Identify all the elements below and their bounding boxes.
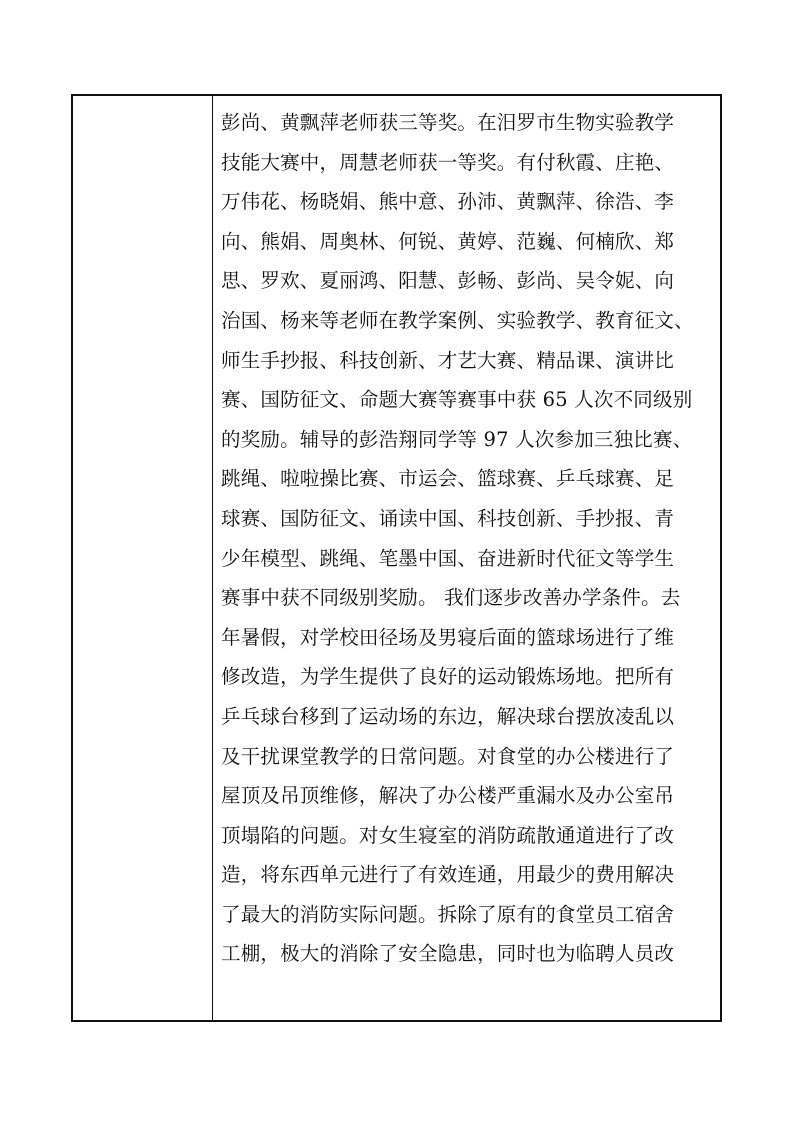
text-line: 赛、国防征文、命题大赛等赛事中获 65 人次不同级别 [221,388,693,412]
text-line: 乒乓球台移到了运动场的东边，解决球台摆放凌乱以 [221,704,675,728]
text-line: 治国、杨来等老师在教学案例、实验教学、教育征文、 [221,308,694,332]
table-left-column [73,96,213,1020]
text-line: 赛事中获不同级别奖励。 我们逐步改善办学条件。去 [221,586,681,610]
text-line: 工棚，极大的消除了安全隐患，同时也为临聘人员改 [221,942,675,966]
text-line: 年暑假，对学校田径场及男寝后面的篮球场进行了维 [221,625,675,649]
document-table [71,94,722,1022]
text-line: 顶塌陷的问题。对女生寝室的消防疏散通道进行了改 [221,823,675,847]
text-line: 的奖励。辅导的彭浩翔同学等 97 人次参加三独比赛、 [221,427,693,451]
text-line: 造，将东西单元进行了有效连通，用最少的费用解决 [221,863,675,887]
text-line: 球赛、国防征文、诵读中国、科技创新、手抄报、青 [221,506,675,530]
text-line: 修改造，为学生提供了良好的运动锻炼场地。把所有 [221,665,675,689]
text-line: 万伟花、杨晓娟、熊中意、孙沛、黄飘萍、徐浩、李 [221,190,675,214]
text-line: 彭尚、黄飘萍老师获三等奖。在汨罗市生物实验教学 [221,111,675,134]
text-line: 思、罗欢、夏丽鸿、阳慧、彭畅、彭尚、吴令妮、向 [221,269,675,293]
text-line: 技能大赛中，周慧老师获一等奖。有付秋霞、庄艳、 [221,150,675,174]
table-content-cell [213,96,720,1020]
text-line: 及干扰课堂教学的日常问题。对食堂的办公楼进行了 [221,744,675,768]
text-line: 师生手抄报、科技创新、才艺大赛、精品课、演讲比 [221,348,675,372]
text-line: 屋顶及吊顶维修，解决了办公楼严重漏水及办公室吊 [221,784,675,808]
text-line: 少年模型、跳绳、笔墨中国、奋进新时代征文等学生 [221,546,675,570]
text-line: 向、熊娟、周奥林、何锐、黄婷、范巍、何楠欣、郑 [221,229,675,253]
text-line: 跳绳、啦啦操比赛、市运会、篮球赛、乒乓球赛、足 [221,467,675,491]
text-line: 了最大的消防实际问题。拆除了原有的食堂员工宿舍 [221,902,675,926]
